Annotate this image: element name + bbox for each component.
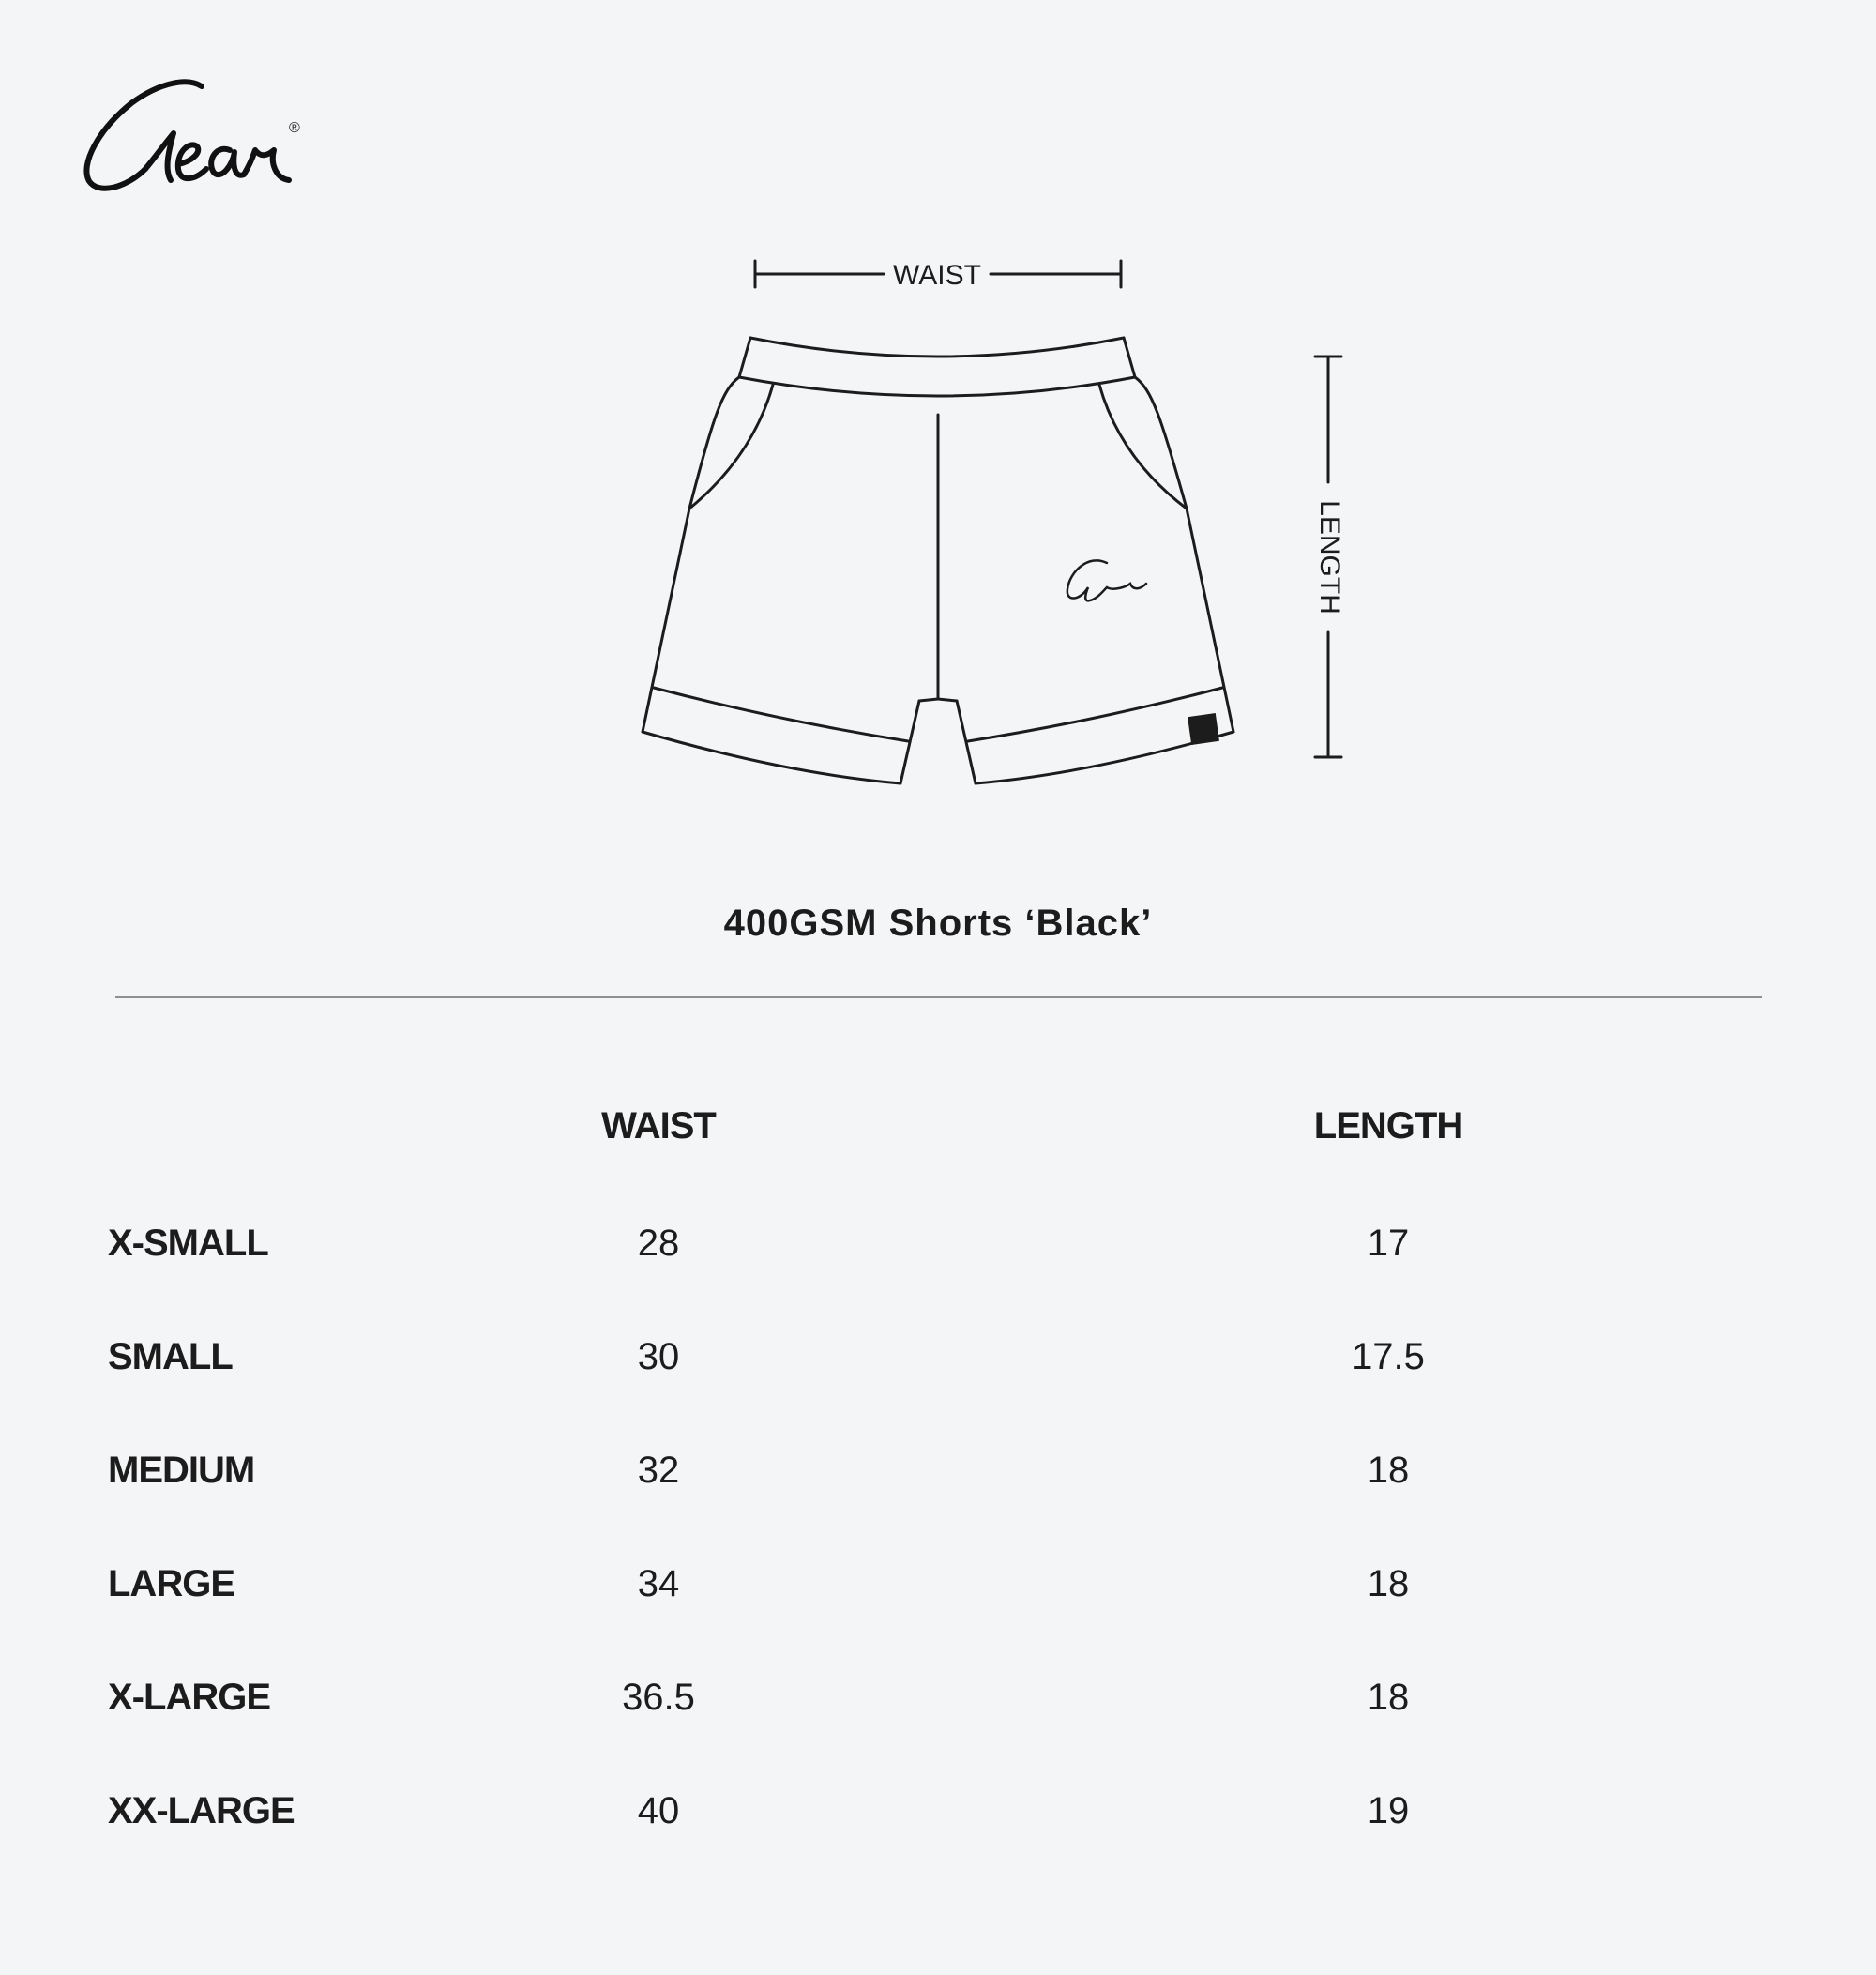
size-label: LARGE xyxy=(108,1563,234,1604)
size-label: SMALL xyxy=(108,1336,233,1377)
table-row xyxy=(0,1206,1876,1319)
length-value: 18 xyxy=(1367,1563,1410,1604)
length-value: 19 xyxy=(1367,1790,1410,1831)
table-row xyxy=(0,1660,1876,1773)
shorts-outline-icon xyxy=(619,260,1369,816)
waist-value: 34 xyxy=(637,1563,680,1604)
waist-value: 28 xyxy=(637,1223,680,1264)
column-header-waist: WAIST xyxy=(601,1105,716,1147)
column-header-length: LENGTH xyxy=(1313,1105,1463,1147)
table-row xyxy=(0,1546,1876,1660)
diagram-length-label: LENGTH xyxy=(1314,500,1346,615)
product-title: 400GSM Shorts ‘Black’ xyxy=(723,903,1153,944)
shorts-measurement-diagram xyxy=(619,260,1369,816)
brand-logo xyxy=(75,75,310,197)
length-value: 18 xyxy=(1367,1450,1410,1491)
table-header-row xyxy=(0,1088,1876,1206)
waist-value: 40 xyxy=(637,1790,680,1831)
registered-mark: ® xyxy=(289,120,300,136)
size-label: X-LARGE xyxy=(108,1677,270,1718)
length-value: 18 xyxy=(1367,1677,1410,1718)
size-label: XX-LARGE xyxy=(108,1790,295,1831)
diagram-waist-label: WAIST xyxy=(893,260,981,291)
table-row xyxy=(0,1773,1876,1887)
size-chart-table xyxy=(0,1088,1876,1887)
section-divider xyxy=(115,996,1762,998)
gear-script-logo-icon xyxy=(75,75,310,197)
size-label: MEDIUM xyxy=(108,1450,255,1491)
length-value: 17.5 xyxy=(1352,1336,1425,1377)
length-value: 17 xyxy=(1367,1223,1410,1264)
table-row xyxy=(0,1319,1876,1433)
waist-value: 32 xyxy=(637,1450,680,1491)
table-row xyxy=(0,1433,1876,1546)
size-label: X-SMALL xyxy=(108,1223,268,1264)
waist-value: 30 xyxy=(637,1336,680,1377)
waist-value: 36.5 xyxy=(622,1677,695,1718)
